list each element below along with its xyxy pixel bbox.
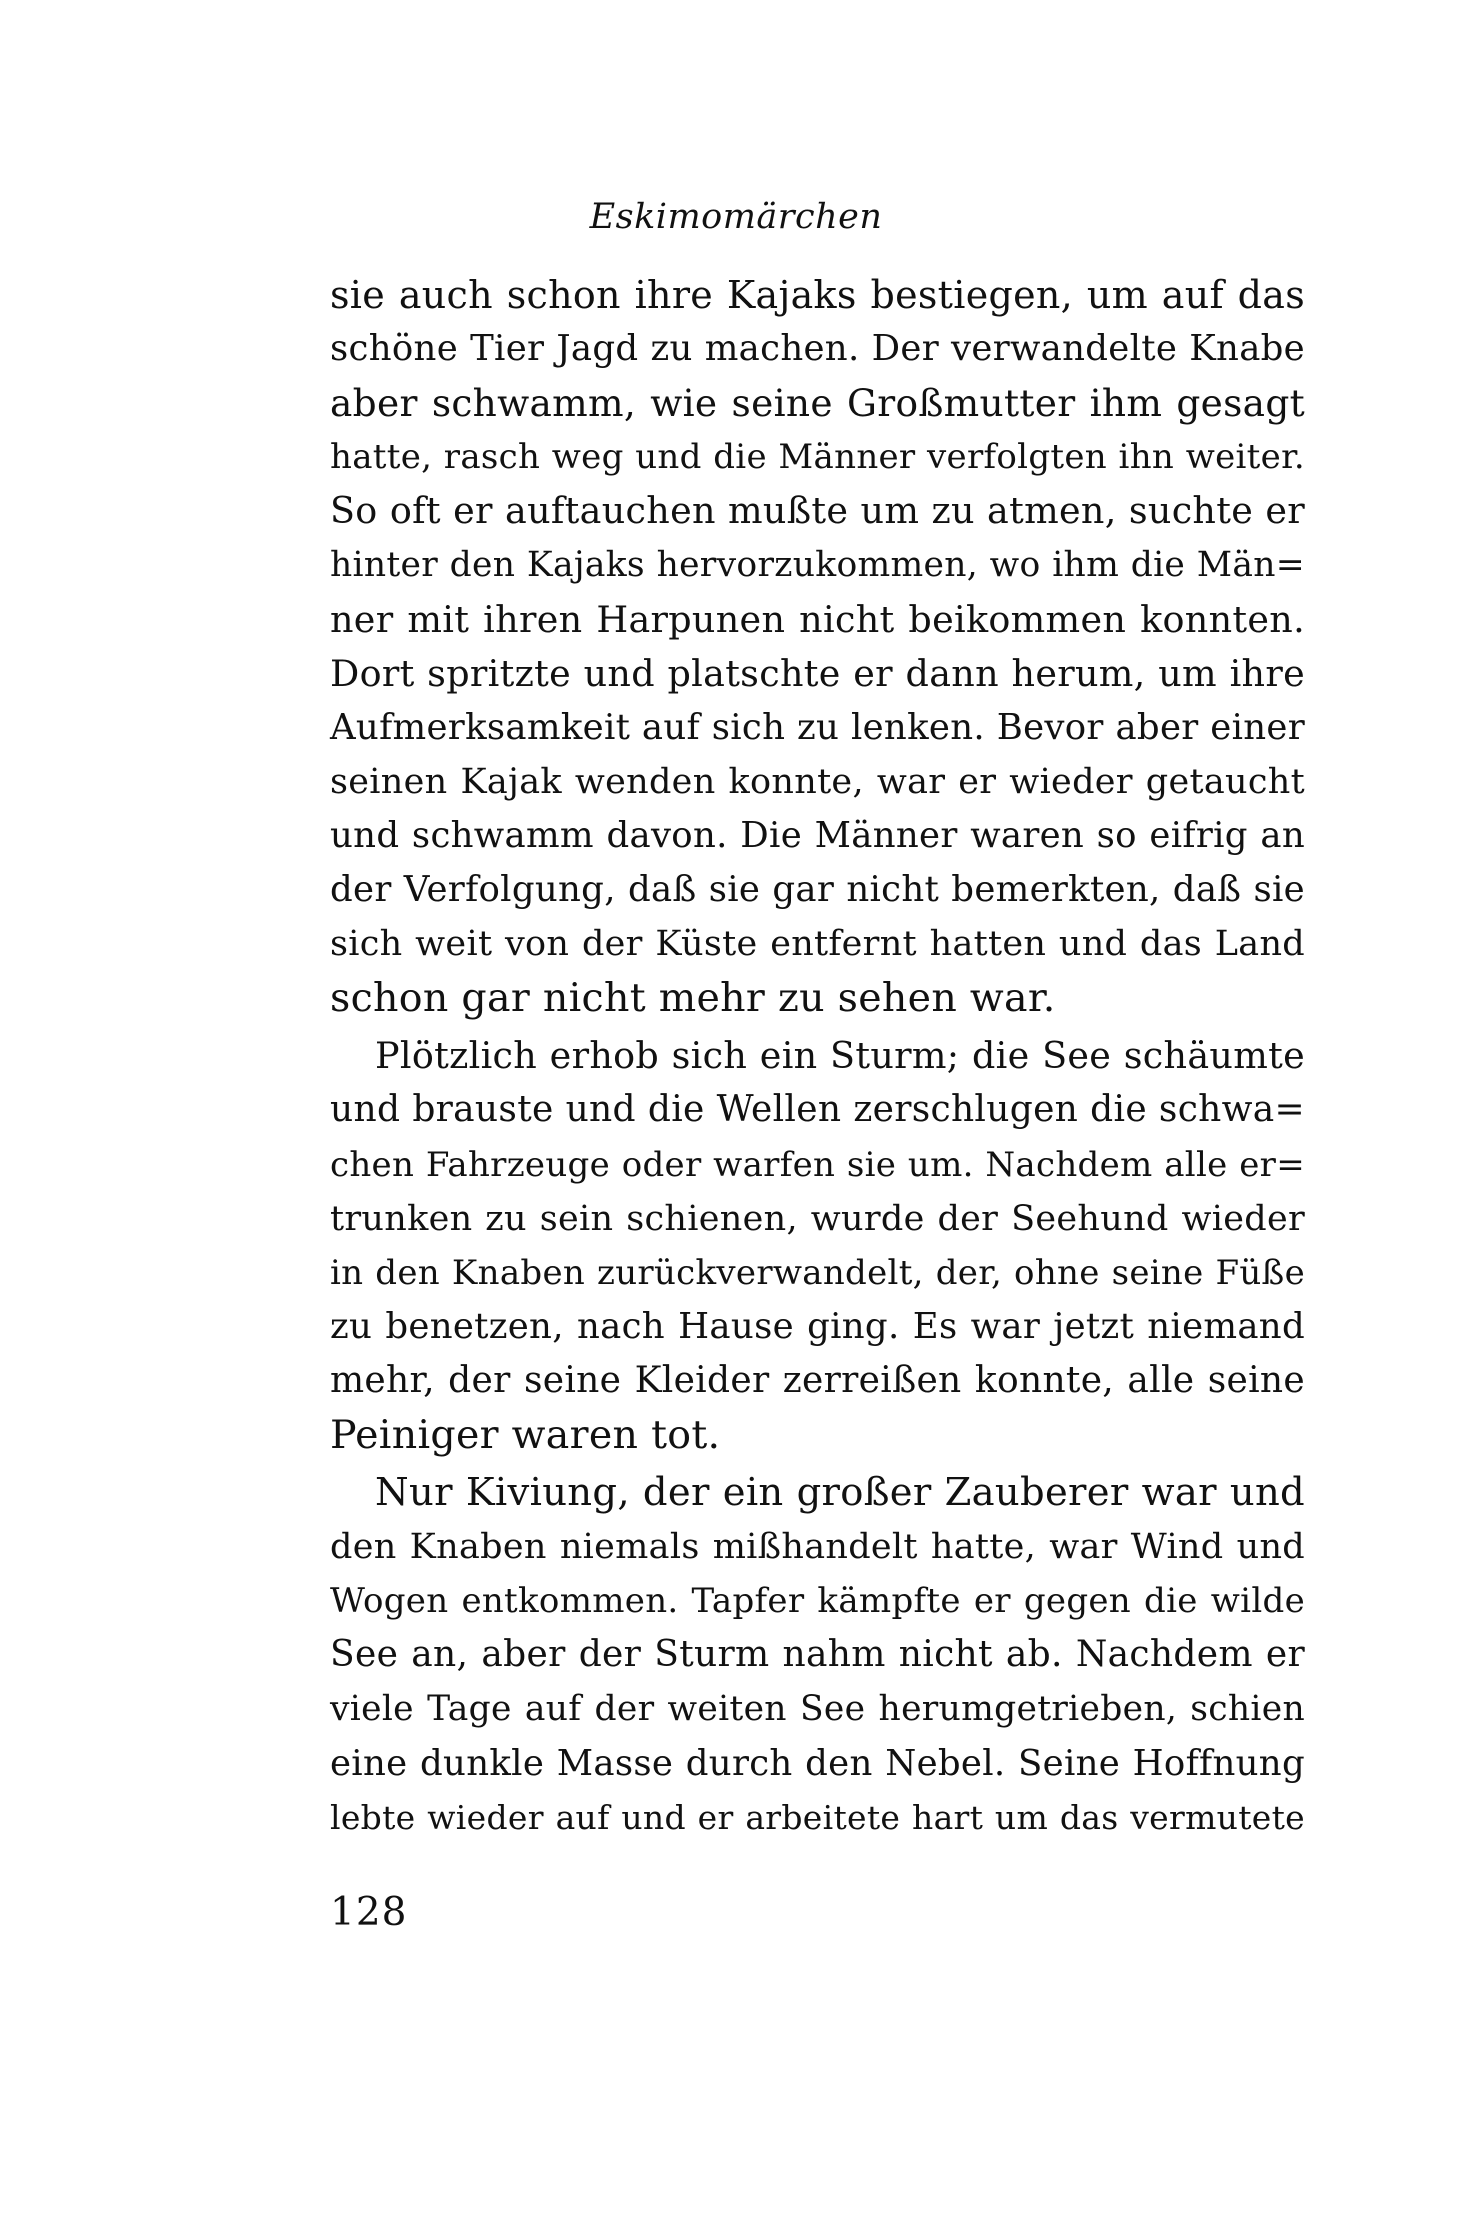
body-text (330, 268, 1305, 1845)
paragraph-2 (330, 1029, 1305, 1462)
text-line: hinter den Kajaks hervorzukommen, wo ihm die Män= (330, 545, 1305, 586)
text-line: mehr, der seine Kleider zerreißen konnte, alle seine (330, 1359, 1305, 1401)
text-line: trunken zu sein schienen, wurde der Seehund wieder (330, 1198, 1305, 1239)
text-line: So oft er auftauchen mußte um zu atmen, suchte er (330, 489, 1305, 533)
text-line: Aufmerksamkeit auf sich zu lenken. Bevor aber einer (330, 706, 1305, 748)
text-line: eine dunkle Masse durch den Nebel. Seine Hoffnung (330, 1742, 1305, 1784)
text-line: seinen Kajak wenden konnte, war er wieder getaucht (330, 761, 1305, 802)
text-line: Wogen entkommen. Tapfer kämpfte er gegen die wilde (330, 1581, 1305, 1622)
text-line: und brauste und die Wellen zerschlugen die schwa= (330, 1089, 1305, 1131)
text-line: den Knaben niemals mißhandelt hatte, war Wind und (330, 1527, 1305, 1568)
text-line: der Verfolgung, daß sie gar nicht bemerkten, daß sie (330, 869, 1305, 911)
text-line: Nur Kiviung, der ein großer Zauberer war und (375, 1470, 1305, 1516)
paragraph-1 (330, 268, 1305, 1025)
text-line: Plötzlich erhob sich ein Sturm; die See schäumte (375, 1034, 1305, 1078)
text-line: Peiniger waren tot. (330, 1411, 721, 1458)
text-line: in den Knaben zurückverwandelt, der, ohne seine Füße (330, 1252, 1305, 1293)
text-line: Dort spritzte und platschte er dann herum, um ihre (330, 651, 1305, 695)
text-line: ner mit ihren Harpunen nicht beikommen konnten. (330, 597, 1305, 641)
text-line: aber schwamm, wie seine Großmutter ihm gesagt (330, 381, 1305, 426)
text-line: schöne Tier Jagd zu machen. Der verwandelte Knabe (330, 328, 1305, 370)
text-line: See an, aber der Sturm nahm nicht ab. Nachdem er (330, 1634, 1305, 1676)
text-line: zu benetzen, nach Hause ging. Es war jetzt niemand (330, 1305, 1305, 1347)
page-number: 128 (330, 1890, 408, 1935)
running-header: Eskimomärchen (589, 197, 883, 237)
text-line: chen Fahrzeuge oder warfen sie um. Nachdem alle er= (330, 1144, 1305, 1185)
text-line: lebte wieder auf und er arbeitete hart um das vermutete (330, 1797, 1305, 1837)
text-line: hatte, rasch weg und die Männer verfolgten ihn weiter. (330, 437, 1305, 478)
paragraph-3 (330, 1466, 1305, 1845)
text-line: schon gar nicht mehr zu sehen war. (330, 975, 1056, 1022)
text-line: viele Tage auf der weiten See herumgetrieben, schien (330, 1689, 1305, 1730)
text-line: sie auch schon ihre Kajaks bestiegen, um auf das (330, 273, 1305, 317)
text-line: und schwamm davon. Die Männer waren so eifrig an (330, 814, 1305, 856)
text-line: sich weit von der Küste entfernt hatten und das Land (330, 924, 1305, 965)
